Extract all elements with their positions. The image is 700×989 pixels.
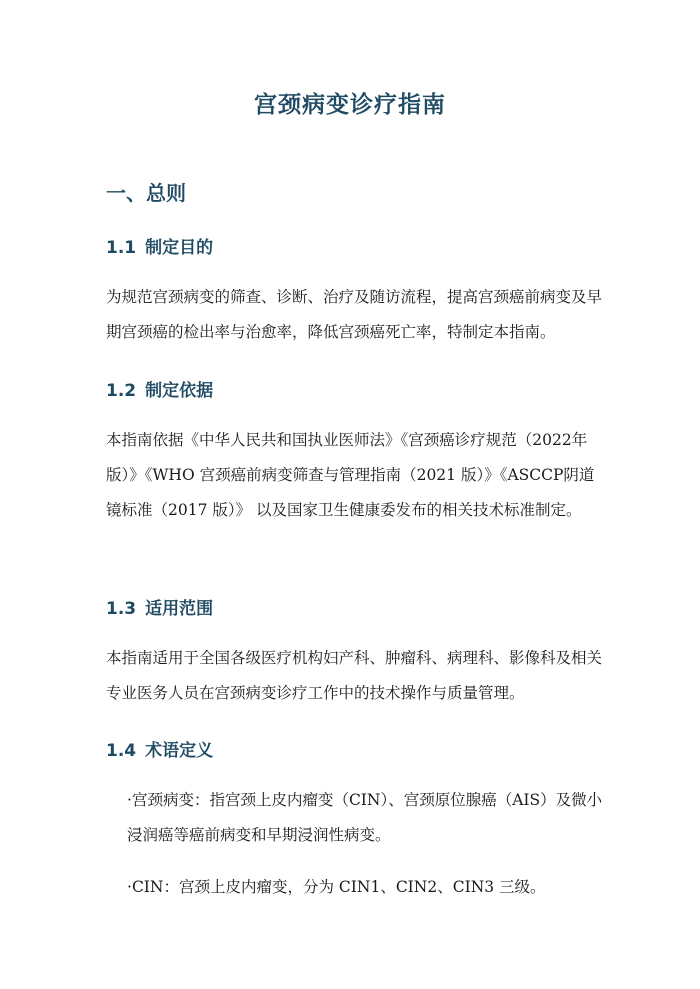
bullet: ·	[127, 878, 132, 896]
bullet: ·	[127, 791, 132, 809]
subsection-heading-1-4	[106, 736, 213, 761]
subsection-number: 1.4	[106, 741, 137, 761]
subsection-number: 1.2	[106, 381, 137, 401]
document-title: 宫颈病变诊疗指南	[254, 92, 446, 118]
subsection-title: 制定依据	[145, 381, 214, 401]
subsection-title: 适用范围	[145, 599, 214, 619]
subsection-heading-1-2	[106, 376, 213, 401]
definition-item	[127, 783, 607, 853]
paragraph-basis: 本指南依据《中华人民共和国执业医师法》《宫颈癌诊疗规范（2022年版）》《WHO 宫颈癌前病变筛查与管理指南（2021 版）》《ASCCP阴道镜标准（2017 版）》 以及国家卫生健康委发布的相关技术标准制定。	[106, 431, 595, 519]
subsection-number: 1.3	[106, 599, 137, 619]
subsection-heading-1-3	[106, 594, 213, 619]
subsection-heading-1-1	[106, 233, 213, 258]
subsection-title: 术语定义	[145, 741, 214, 761]
paragraph-purpose: 为规范宫颈病变的筛查、诊断、治疗及随访流程，提高宫颈癌前病变及早期宫颈癌的检出率与治愈率，降低宫颈癌死亡率，特制定本指南。	[106, 288, 603, 341]
subsection-number: 1.1	[106, 238, 137, 258]
paragraph-scope: 本指南适用于全国各级医疗机构妇产科、肿瘤科、病理科、影像科及相关专业医务人员在宫颈病变诊疗工作中的技术操作与质量管理。	[106, 649, 603, 702]
section-heading: 一、总则	[106, 181, 186, 205]
definition-text: CIN：宫颈上皮内瘤变，分为 CIN1、CIN2、CIN3 三级。	[131, 878, 546, 896]
subsection-title: 制定目的	[145, 238, 214, 258]
definition-text: 宫颈病变：指宫颈上皮内瘤变（CIN）、宫颈原位腺癌（AIS）及微小浸润癌等癌前病变和早期浸润性病变。	[127, 791, 603, 844]
definition-item	[127, 870, 607, 905]
